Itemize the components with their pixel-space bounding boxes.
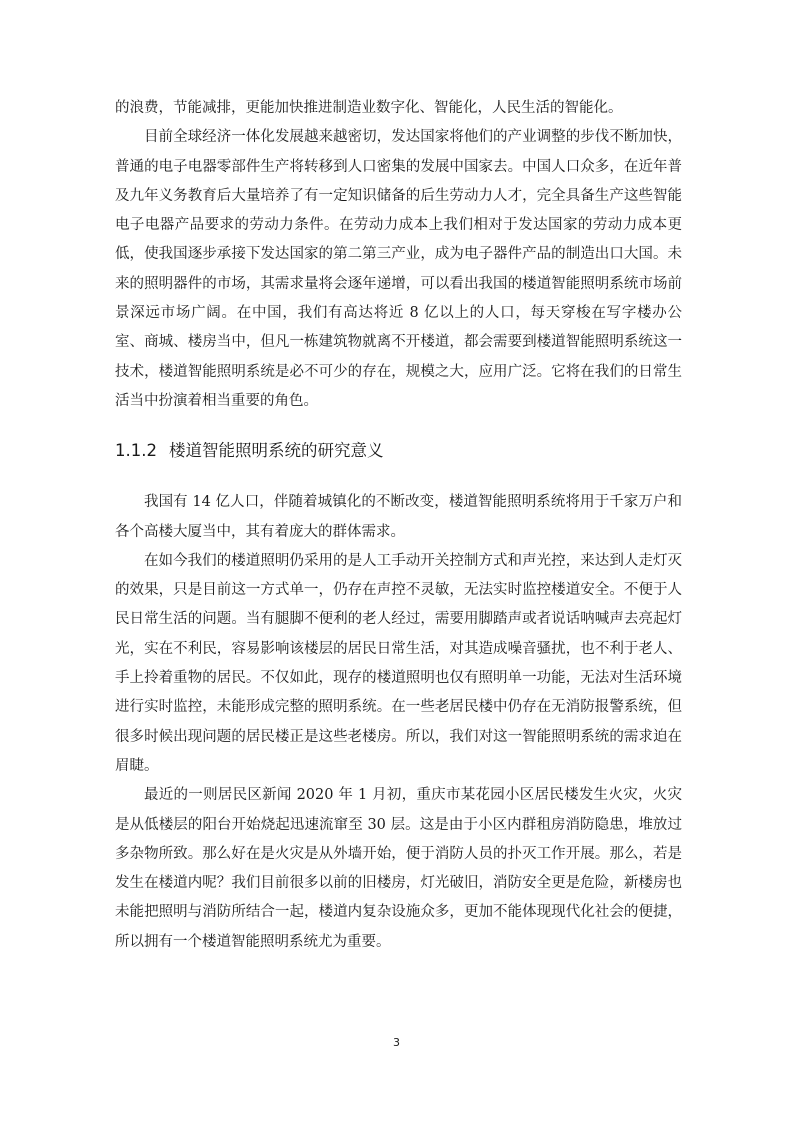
section-title: 楼道智能照明系统的研究意义 [168, 441, 384, 461]
paragraph-global-economy: 目前全球经济一体化发展越来越密切，发达国家将他们的产业调整的步伐不断加快，普通的电子电器零部件生产将转移到人口密集的发展中国家去。中国人口众多，在近年普及九年义务教育后大量培养了有一定知识储备的后生劳动力人才，完全具备生产这些智能电子电器产品要求的劳动力条件。在劳动力成本上我们相对于发达国家的劳动力成本更低，使我国逐步承接下发达国家的第二第三产业，成为电子器件产品的制造出口大国。未来的照明器件的市场，其需求量将会逐年递增，可以看出我国的楼道智能照明系统市场前景深远市场广阔。在中国，我们有高达将近 8 亿以上的人口，每天穿梭在写字楼办公室、商城、楼房当中，但凡一栋建筑物就离不开楼道，都会需要到楼道智能照明系统这一技术，楼道智能照明系统是必不可少的存在，规模之大，应用广泛。它将在我们的日常生活当中扮演着相当重要的角色。 [115, 129, 682, 409]
paragraph-fire-news: 最近的一则居民区新闻 2020 年 1 月初，重庆市某花园小区居民楼发生火灾，火灾是从低楼层的阳台开始烧起迅速流窜至 30 层。这是由于小区内群租房消防隐患，堆放过多杂物所致。那么好在是火灾是从外墙开始，便于消防人员的扑灭工作开展。那么，若是发生在楼道内呢？我们目前很多以前的旧楼房，灯光破旧，消防安全更是危险，新楼房也未能把照明与消防所结合一起，楼道内复杂设施众多，更加不能体现现代化社会的便捷，所以拥有一个楼道智能照明系统尤为重要。 [115, 787, 682, 950]
page-number: 3 [393, 1036, 400, 1049]
section-heading [115, 439, 682, 463]
paragraph-continuation: 的浪费，节能减排，更能加快推进制造业数字化、智能化，人民生活的智能化。 [115, 100, 623, 116]
page-body [115, 94, 682, 957]
section-number: 1.1.2 [115, 441, 157, 461]
paragraph-population-demand: 我国有 14 亿人口，伴随着城镇化的不断改变，楼道智能照明系统将用于千家万户和各个高楼大厦当中，其有着庞大的群体需求。 [115, 494, 682, 540]
paragraph-current-lighting: 在如今我们的楼道照明仍采用的是人工手动开关控制方式和声光控，来达到人走灯灭的效果，只是目前这一方式单一，仍存在声控不灵敏，无法实时监控楼道安全。不便于人民日常生活的问题。当有腿脚不便利的老人经过，需要用脚踏声或者说话呐喊声去亮起灯光，实在不利民，容易影响该楼层的居民日常生活，对其造成噪音骚扰，也不利于老人、手上拎着重物的居民。不仅如此，现存的楼道照明也仅有照明单一功能，无法对生活环境进行实时监控，未能形成完整的照明系统。在一些老居民楼中仍存在无消防报警系统，但很多时候出现问题的居民楼正是这些老楼房。所以，我们对这一智能照明系统的需求迫在眉睫。 [115, 552, 682, 774]
